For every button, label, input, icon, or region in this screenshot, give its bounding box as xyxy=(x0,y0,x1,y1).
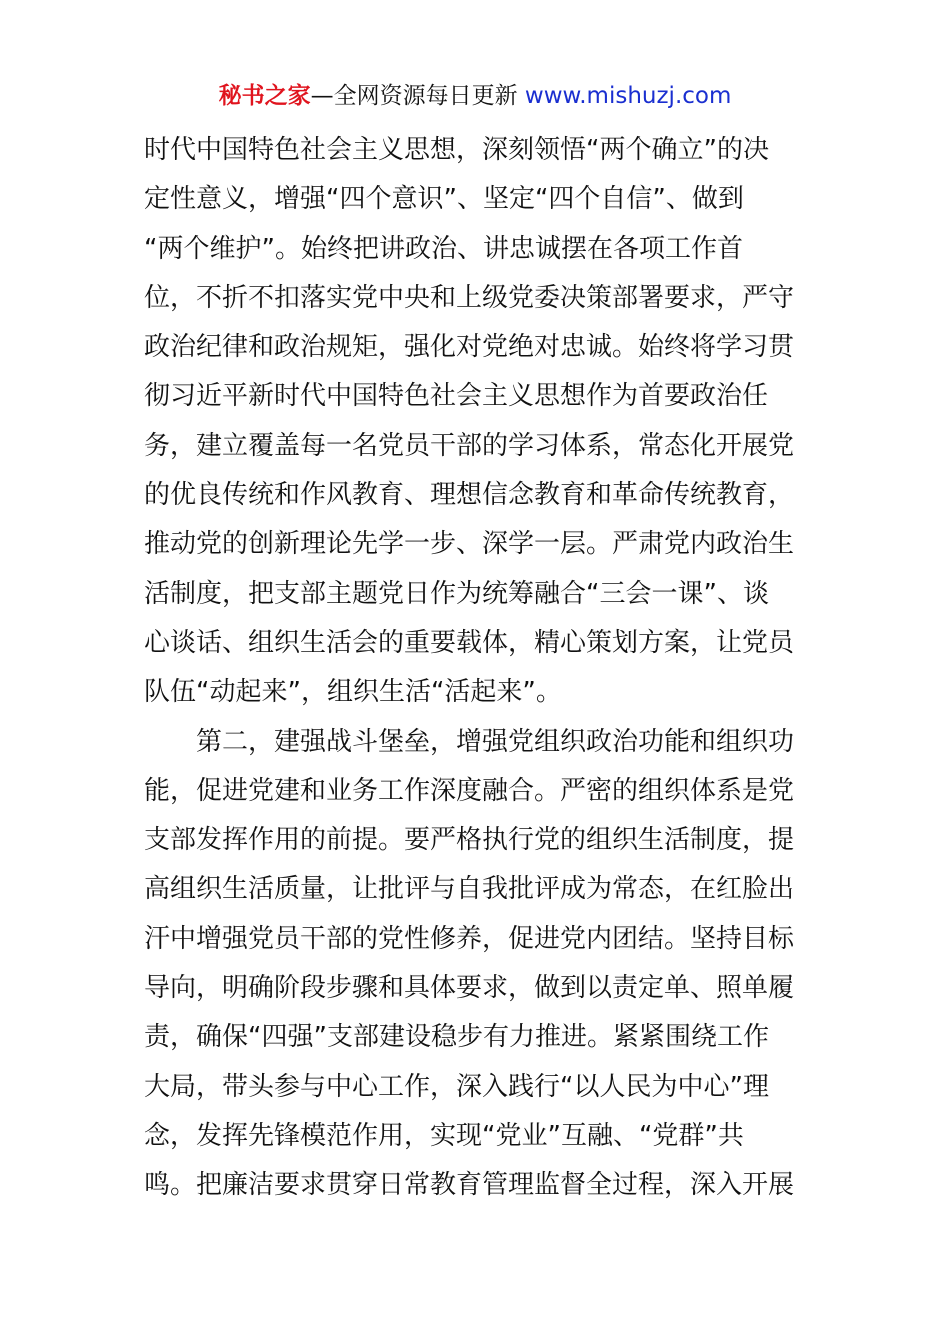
text-line: 务，建立覆盖每一名党员干部的学习体系，常态化开展党 xyxy=(144,430,795,461)
text-line: 彻习近平新时代中国特色社会主义思想作为首要政治任 xyxy=(144,381,769,412)
text-line: 定性意义，增强“四个意识”、坚定“四个自信”、做到 xyxy=(144,184,744,215)
text-line: 政治纪律和政治规矩，强化对党绝对忠诚。始终将学习贯 xyxy=(144,332,795,363)
document-body xyxy=(144,126,808,1211)
text-line: 大局，带头参与中心工作，深入践行“以人民为中心”理 xyxy=(144,1071,769,1102)
text-line: 念，发挥先锋模范作用，实现“党业”互融、“党群”共 xyxy=(144,1120,744,1151)
site-url-link[interactable]: www.mishuzj.com xyxy=(524,83,732,109)
text-line: 推动党的创新理论先学一步、深学一层。严肃党内政治生 xyxy=(144,529,795,560)
site-header xyxy=(0,80,950,112)
text-line: 心谈话、组织生活会的重要载体，精心策划方案，让党员 xyxy=(144,627,795,658)
text-line: 位，不折不扣落实党中央和上级党委决策部署要求，严守 xyxy=(144,282,795,313)
text-line: “两个维护”。始终把讲政治、讲忠诚摆在各项工作首 xyxy=(144,233,743,264)
text-line: 能，促进党建和业务工作深度融合。严密的组织体系是党 xyxy=(144,775,795,806)
text-line: 高组织生活质量，让批评与自我批评成为常态，在红脸出 xyxy=(144,874,795,905)
site-tagline: —全网资源每日更新 xyxy=(310,83,525,109)
text-line: 责，确保“四强”支部建设稳步有力推进。紧紧围绕工作 xyxy=(144,1022,769,1053)
text-line: 汗中增强党员干部的党性修养，促进党内团结。坚持目标 xyxy=(144,923,795,954)
site-brand: 秘书之家 xyxy=(218,83,311,109)
text-line: 导向，明确阶段步骤和具体要求，做到以责定单、照单履 xyxy=(144,973,795,1004)
text-line: 鸣。把廉洁要求贯穿日常教育管理监督全过程，深入开展 xyxy=(144,1170,795,1201)
text-line: 支部发挥作用的前提。要严格执行党的组织生活制度，提 xyxy=(144,825,795,856)
text-line: 活制度，把支部主题党日作为统筹融合“三会一课”、谈 xyxy=(144,578,769,609)
text-line: 的优良传统和作风教育、理想信念教育和革命传统教育， xyxy=(144,480,795,511)
text-line: 时代中国特色社会主义思想，深刻领悟“两个确立”的决 xyxy=(144,135,769,165)
text-line: 队伍“动起来”，组织生活“活起来”。 xyxy=(144,677,562,708)
paragraph-start-line: 第二，建强战斗堡垒，增强党组织政治功能和组织功 xyxy=(196,726,795,757)
